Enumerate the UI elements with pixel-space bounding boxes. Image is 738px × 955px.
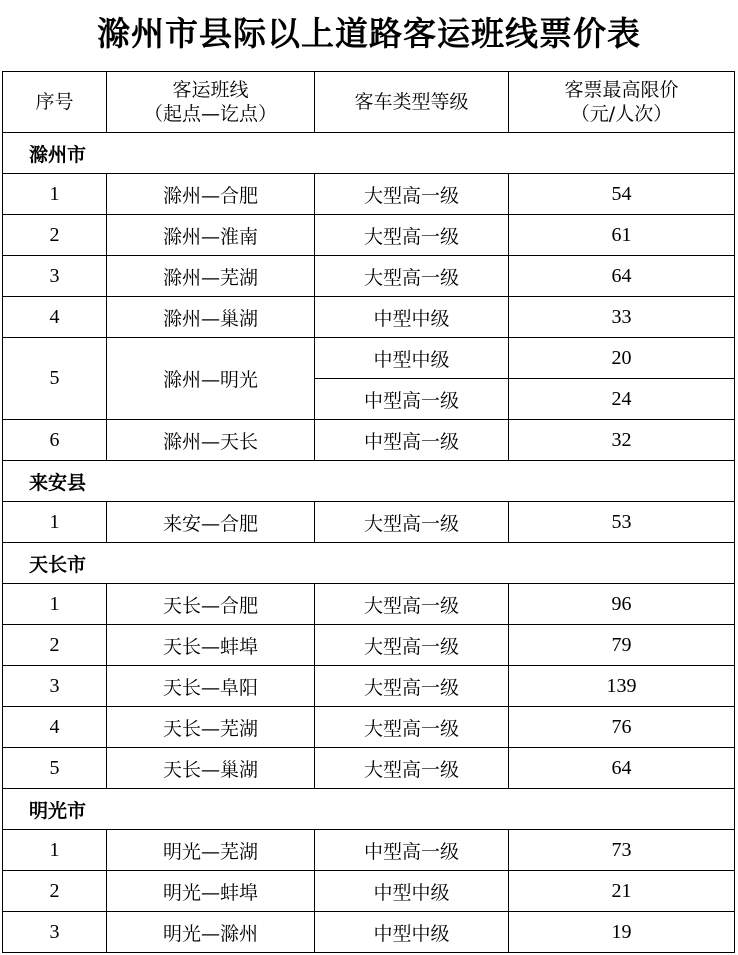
cell-price: 53 (509, 502, 735, 543)
cell-route: 天长—巢湖 (107, 748, 315, 789)
cell-vehicle: 大型高一级 (315, 584, 509, 625)
fare-table (2, 71, 735, 953)
cell-seq: 1 (3, 502, 107, 543)
header-row (3, 72, 735, 133)
cell-route: 明光—蚌埠 (107, 871, 315, 912)
cell-seq: 1 (3, 174, 107, 215)
header-route-subtitle: （起点—讫点） (143, 103, 277, 125)
table-row (3, 871, 735, 912)
header-seq: 序号 (3, 72, 107, 133)
cell-seq: 1 (3, 584, 107, 625)
header-route (107, 72, 315, 133)
cell-seq: 3 (3, 256, 107, 297)
cell-seq: 3 (3, 912, 107, 953)
table-row (3, 420, 735, 461)
section-label: 滁州市 (3, 133, 735, 174)
table-row (3, 830, 735, 871)
page-title: 滁州市县际以上道路客运班线票价表 (97, 14, 641, 53)
cell-price: 20 (509, 338, 735, 379)
cell-seq: 2 (3, 215, 107, 256)
table-row (3, 297, 735, 338)
cell-seq: 4 (3, 707, 107, 748)
table-row (3, 748, 735, 789)
cell-price: 54 (509, 174, 735, 215)
cell-price: 24 (509, 379, 735, 420)
cell-price: 21 (509, 871, 735, 912)
cell-route: 天长—合肥 (107, 584, 315, 625)
cell-vehicle: 大型高一级 (315, 215, 509, 256)
cell-vehicle: 大型高一级 (315, 666, 509, 707)
cell-route: 滁州—天长 (107, 420, 315, 461)
cell-seq: 6 (3, 420, 107, 461)
cell-vehicle: 中型中级 (315, 338, 509, 379)
header-price-title: 客票最高限价 (564, 79, 679, 101)
cell-price: 76 (509, 707, 735, 748)
cell-seq: 2 (3, 625, 107, 666)
cell-vehicle: 中型中级 (315, 871, 509, 912)
cell-price: 19 (509, 912, 735, 953)
cell-route: 滁州—巢湖 (107, 297, 315, 338)
table-row (3, 502, 735, 543)
cell-route: 滁州—合肥 (107, 174, 315, 215)
cell-route: 滁州—明光 (107, 338, 315, 420)
cell-price: 96 (509, 584, 735, 625)
section-row (3, 133, 735, 174)
cell-price: 32 (509, 420, 735, 461)
table-row (3, 584, 735, 625)
cell-route: 滁州—芜湖 (107, 256, 315, 297)
cell-seq: 1 (3, 830, 107, 871)
cell-price: 79 (509, 625, 735, 666)
cell-route: 明光—芜湖 (107, 830, 315, 871)
cell-seq: 5 (3, 338, 107, 420)
table-row (3, 215, 735, 256)
cell-vehicle: 中型高一级 (315, 379, 509, 420)
header-price (509, 72, 735, 133)
cell-price: 64 (509, 256, 735, 297)
cell-vehicle: 中型高一级 (315, 420, 509, 461)
cell-route: 明光—滁州 (107, 912, 315, 953)
cell-route: 滁州—淮南 (107, 215, 315, 256)
header-route-title: 客运班线 (172, 79, 249, 101)
cell-vehicle: 中型中级 (315, 297, 509, 338)
table-row (3, 625, 735, 666)
table-row (3, 174, 735, 215)
cell-seq: 3 (3, 666, 107, 707)
cell-price: 61 (509, 215, 735, 256)
cell-price: 139 (509, 666, 735, 707)
cell-route: 天长—芜湖 (107, 707, 315, 748)
section-row (3, 461, 735, 502)
cell-route: 天长—阜阳 (107, 666, 315, 707)
table-row (3, 666, 735, 707)
header-price-subtitle: （元/人次） (570, 103, 673, 125)
cell-route: 天长—蚌埠 (107, 625, 315, 666)
cell-price: 73 (509, 830, 735, 871)
cell-vehicle: 大型高一级 (315, 174, 509, 215)
section-row (3, 789, 735, 830)
cell-seq: 2 (3, 871, 107, 912)
cell-price: 33 (509, 297, 735, 338)
cell-vehicle: 大型高一级 (315, 502, 509, 543)
header-vehicle: 客车类型等级 (315, 72, 509, 133)
cell-price: 64 (509, 748, 735, 789)
section-label: 天长市 (3, 543, 735, 584)
cell-seq: 5 (3, 748, 107, 789)
cell-vehicle: 大型高一级 (315, 256, 509, 297)
cell-route: 来安—合肥 (107, 502, 315, 543)
cell-vehicle: 大型高一级 (315, 707, 509, 748)
cell-vehicle: 大型高一级 (315, 625, 509, 666)
section-label: 来安县 (3, 461, 735, 502)
cell-seq: 4 (3, 297, 107, 338)
section-row (3, 543, 735, 584)
table-row (3, 256, 735, 297)
cell-vehicle: 中型高一级 (315, 830, 509, 871)
table-row (3, 338, 735, 379)
table-row (3, 707, 735, 748)
cell-vehicle: 大型高一级 (315, 748, 509, 789)
section-label: 明光市 (3, 789, 735, 830)
table-row (3, 912, 735, 953)
cell-vehicle: 中型中级 (315, 912, 509, 953)
